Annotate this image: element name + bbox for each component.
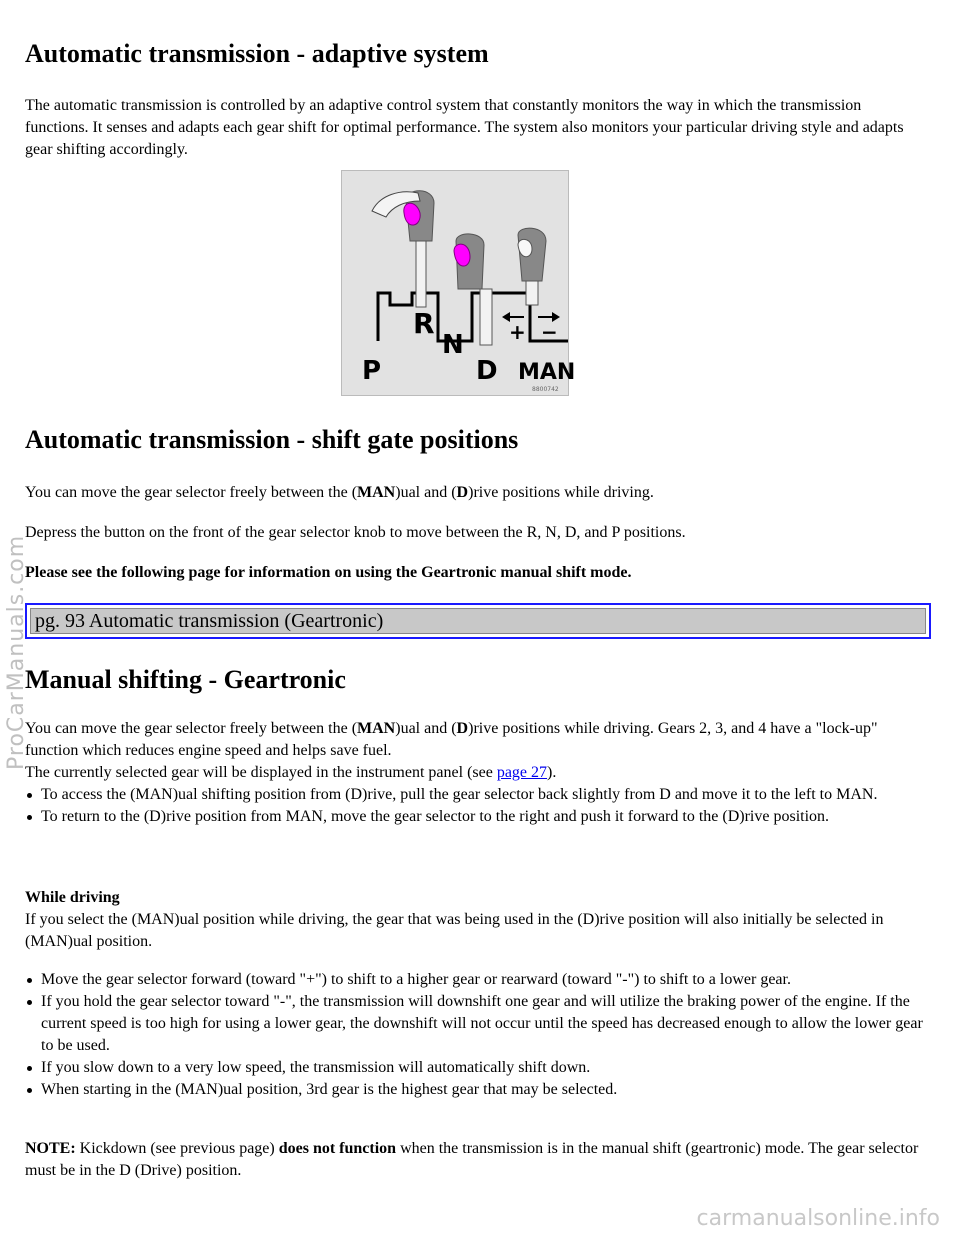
gear-label-man: MAN — [518, 360, 576, 385]
manual-bullets-1 — [25, 784, 925, 828]
list-item: If you slow down to a very low speed, the transmission will automatically shift down. — [25, 1057, 925, 1079]
list-item: To access the (MAN)ual shifting position from (D)rive, pull the gear selector back slightly from D and move it to the left to MAN. — [25, 784, 925, 806]
note-paragraph: NOTE: Kickdown (see previous page) does not function when the transmission is in the manual shift (geartronic) mode. The gear selector must be in the D (Drive) position. — [25, 1140, 919, 1179]
section-title-manual-shifting: Manual shifting - Geartronic — [25, 665, 346, 694]
manual-bullets-2 — [25, 969, 925, 1101]
lever-stem-r — [416, 241, 426, 307]
adaptive-paragraph: The automatic transmission is controlled by an adaptive control system that constantly monitors the way in which the transmission functions. It senses and adapts each gear shift for optimal performance. The system also monitors your particular driving style and adapts gear shifting accordingly. — [25, 97, 904, 158]
gear-label-plus: + — [509, 320, 526, 344]
section-title-shift-gate: Automatic transmission - shift gate positions — [25, 425, 519, 454]
gear-selector-diagram — [342, 171, 576, 395]
footer-watermark: carmanualsonline.info — [696, 1206, 940, 1231]
list-item: To return to the (D)rive position from MAN, move the gear selector to the right and push it forward to the (D)rive position. — [25, 806, 925, 828]
manual-paragraph-2: The currently selected gear will be displayed in the instrument panel (see page 27). — [25, 764, 557, 781]
side-watermark: ProCarManuals.com — [4, 534, 29, 770]
list-item: When starting in the (MAN)ual position, 3rd gear is the highest gear that may be selected. — [25, 1079, 925, 1101]
figure-code: 8800742 — [532, 386, 559, 393]
gear-label-r: R — [413, 307, 435, 340]
while-driving-heading: While driving — [25, 889, 120, 906]
section-title-adaptive: Automatic transmission - adaptive system — [25, 39, 489, 68]
list-item: If you hold the gear selector toward "-", the transmission will downshift one gear and will utilize the braking power of the engine. If the current speed is too high for using a lower gear, the downshift will not occur until the speed has decreased enough to allow the lower gear to be used. — [25, 991, 925, 1057]
list-item: Move the gear selector forward (toward "+") to shift to a higher gear or rearward (toward "-") to shift to a lower gear. — [25, 969, 925, 991]
gear-selector-illustration — [341, 170, 576, 396]
while-driving-paragraph: If you select the (MAN)ual position while driving, the gear that was being used in the (D)rive position will also initially be selected in (MAN)ual position. — [25, 911, 884, 950]
manual-paragraph-1: You can move the gear selector freely between the (MAN)ual and (D)rive positions while driving. Gears 2, 3, and 4 have a "lock-up" function which reduces engine speed and helps save fuel. — [25, 720, 878, 759]
shift-gate-paragraph-3: Please see the following page for information on using the Geartronic manual shift mode. — [25, 564, 632, 581]
gear-label-p: P — [362, 356, 382, 386]
gear-label-n: N — [442, 330, 464, 360]
geartronic-page-link-label: pg. 93 Automatic transmission (Geartronic) — [30, 608, 926, 634]
lever-stem-d — [480, 289, 492, 345]
shift-gate-paragraph-2: Depress the button on the front of the gear selector knob to move between the R, N, D, and P positions. — [25, 524, 686, 541]
geartronic-page-link[interactable] — [25, 603, 931, 639]
gear-label-d: D — [476, 356, 498, 386]
gear-label-minus: − — [541, 320, 558, 344]
lever-stem-man — [526, 281, 538, 305]
page-27-link[interactable]: page 27 — [496, 764, 548, 781]
knob-button-d — [454, 244, 470, 266]
shift-gate-paragraph-1: You can move the gear selector freely between the (MAN)ual and (D)rive positions while driving. — [25, 484, 654, 501]
